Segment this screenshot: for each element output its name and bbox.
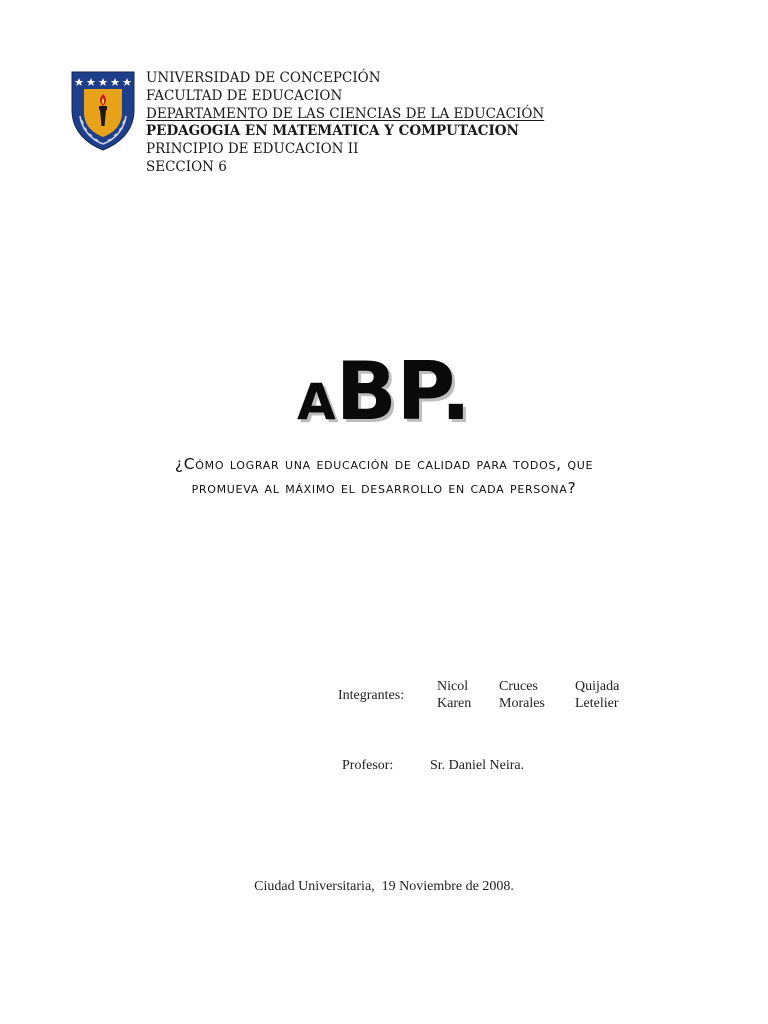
document-title bbox=[0, 345, 768, 438]
question-line-1: ¿Cómo lograr una educación de calidad para todos, que bbox=[174, 455, 594, 473]
professor-name: Sr. Daniel Neira. bbox=[430, 758, 525, 773]
question-line-2: promueva al máximo el desarrollo en cada persona? bbox=[191, 479, 577, 497]
member-first-name: Karen bbox=[437, 696, 472, 711]
faculty-name: FACULTAD DE EDUCACION bbox=[146, 87, 343, 104]
team-block bbox=[0, 679, 768, 719]
member-last-name-1: Cruces bbox=[499, 679, 538, 694]
section-name: SECCION 6 bbox=[146, 158, 227, 175]
team-member bbox=[0, 679, 768, 697]
header-block bbox=[146, 70, 746, 177]
member-first-name: Nicol bbox=[437, 679, 469, 694]
member-last-name-2: Letelier bbox=[575, 696, 619, 711]
department-name: DEPARTAMENTO DE LAS CIENCIAS DE LA EDUCACIÓN bbox=[146, 105, 545, 122]
team-member bbox=[0, 696, 768, 714]
member-last-name-2: Quijada bbox=[575, 679, 620, 694]
team-label: Integrantes: bbox=[338, 688, 405, 703]
program-name: PEDAGOGIA EN MATEMATICA Y COMPUTACION bbox=[146, 123, 519, 140]
professor-label: Profesor: bbox=[342, 758, 394, 773]
university-crest-icon bbox=[70, 70, 136, 152]
place-and-date: Ciudad Universitaria, 19 Noviembre de 2008. bbox=[254, 879, 514, 894]
university-name: UNIVERSIDAD DE CONCEPCIÓN bbox=[146, 70, 381, 86]
course-name: PRINCIPIO DE EDUCACION II bbox=[146, 141, 359, 158]
title-first-letter: A bbox=[296, 373, 336, 431]
subtitle-question bbox=[90, 452, 678, 500]
title-rest: BP. bbox=[335, 345, 471, 438]
member-last-name-1: Morales bbox=[499, 696, 545, 711]
